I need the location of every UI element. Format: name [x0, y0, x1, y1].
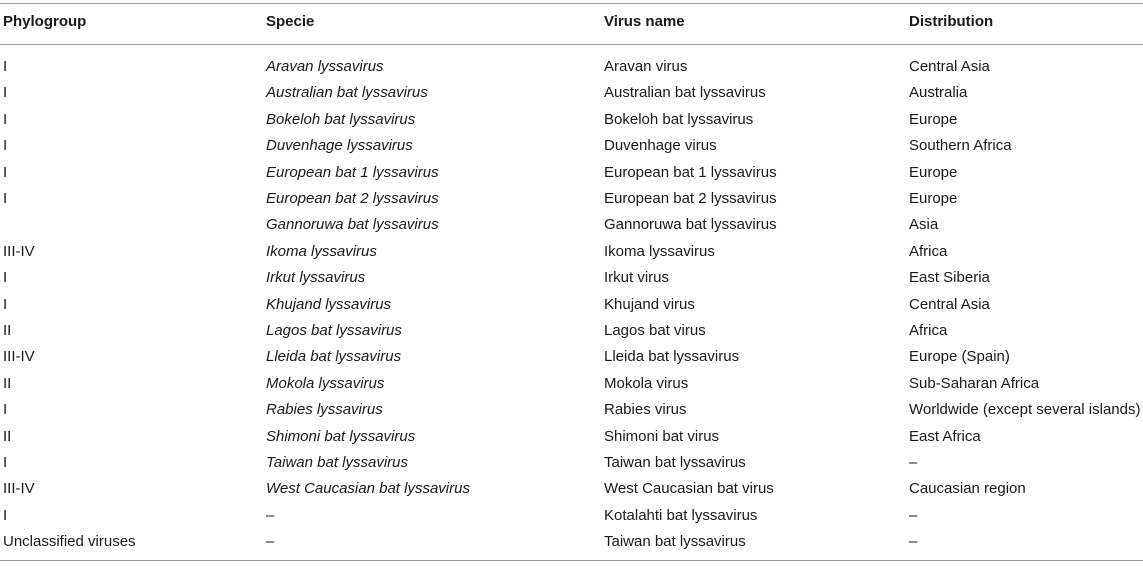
cell-specie: Shimoni bat lyssavirus [266, 427, 416, 445]
header-distribution: Distribution [909, 13, 994, 30]
table-row [0, 476, 1143, 502]
cell-distribution: Africa [909, 242, 948, 260]
cell-virus-name: Ikoma lyssavirus [604, 242, 715, 260]
cell-specie: Khujand lyssavirus [266, 295, 392, 313]
cell-specie: Lleida bat lyssavirus [266, 348, 402, 366]
cell-distribution: Africa [909, 322, 948, 339]
cell-specie: Aravan lyssavirus [266, 58, 384, 75]
cell-specie: Irkut lyssavirus [266, 269, 366, 287]
cell-distribution: Europe [909, 190, 958, 207]
cell-phylogroup: I [3, 269, 8, 287]
cell-virus-name: Khujand virus [604, 295, 695, 313]
cell-virus-name: European bat 2 lyssavirus [604, 190, 777, 207]
table-row [0, 107, 1143, 133]
table-row [0, 239, 1143, 265]
table-row [0, 529, 1143, 555]
cell-distribution: Asia [909, 216, 939, 234]
cell-distribution: Europe [909, 110, 958, 128]
cell-virus-name: Taiwan bat lyssavirus [604, 533, 746, 551]
table-header-row [0, 9, 1143, 35]
cell-specie: – [266, 533, 275, 551]
cell-virus-name: Mokola virus [604, 374, 689, 392]
cell-distribution: East Africa [909, 427, 981, 445]
cell-specie: Bokeloh bat lyssavirus [266, 110, 416, 128]
header-specie: Specie [266, 13, 315, 30]
cell-distribution: Central Asia [909, 295, 990, 313]
cell-phylogroup: III-IV [3, 348, 35, 366]
table-row [0, 450, 1143, 476]
cell-distribution: East Siberia [909, 269, 990, 287]
cell-distribution: Caucasian region [909, 480, 1026, 498]
cell-specie: Duvenhage lyssavirus [266, 137, 413, 155]
cell-virus-name: Australian bat lyssavirus [604, 84, 766, 102]
cell-virus-name: Aravan virus [604, 58, 688, 75]
cell-phylogroup: Unclassified viruses [3, 533, 136, 551]
cell-specie: Gannoruwa bat lyssavirus [266, 216, 439, 234]
table-row [0, 54, 1143, 80]
cell-phylogroup: I [3, 110, 8, 128]
cell-virus-name: Bokeloh bat lyssavirus [604, 110, 754, 128]
cell-phylogroup: I [3, 190, 8, 207]
cell-phylogroup: I [3, 506, 8, 524]
cell-specie: Australian bat lyssavirus [266, 84, 428, 102]
cell-phylogroup: II [3, 427, 12, 445]
cell-specie: European bat 1 lyssavirus [266, 163, 439, 181]
cell-phylogroup: I [3, 137, 8, 155]
cell-distribution: Europe [909, 163, 958, 181]
cell-phylogroup: III-IV [3, 242, 35, 260]
cell-phylogroup: III-IV [3, 480, 35, 498]
cell-virus-name: Rabies virus [604, 401, 687, 419]
table-top-rule [0, 3, 1143, 4]
cell-distribution: Europe (Spain) [909, 348, 1010, 366]
table-row [0, 424, 1143, 450]
cell-virus-name: Lagos bat virus [604, 322, 706, 339]
cell-virus-name: Kotalahti bat lyssavirus [604, 506, 758, 524]
cell-phylogroup: I [3, 58, 8, 75]
cell-virus-name: Shimoni bat virus [604, 427, 720, 445]
table-row [0, 503, 1143, 529]
cell-phylogroup: I [3, 84, 8, 102]
table-row [0, 133, 1143, 159]
cell-distribution: Australia [909, 84, 968, 102]
cell-specie: Rabies lyssavirus [266, 401, 383, 419]
cell-phylogroup: I [3, 163, 8, 181]
cell-specie: West Caucasian bat lyssavirus [266, 480, 470, 498]
cell-specie: Mokola lyssavirus [266, 374, 385, 392]
table-row [0, 292, 1143, 318]
cell-specie: Ikoma lyssavirus [266, 242, 377, 260]
cell-specie: European bat 2 lyssavirus [266, 190, 439, 207]
cell-phylogroup: I [3, 454, 8, 471]
header-phylogroup: Phylogroup [3, 13, 87, 30]
cell-specie: Lagos bat lyssavirus [266, 322, 402, 339]
cell-distribution: – [909, 454, 918, 471]
cell-distribution: Sub-Saharan Africa [909, 374, 1040, 392]
table-row [0, 397, 1143, 423]
cell-specie: – [266, 506, 275, 524]
cell-virus-name: Lleida bat lyssavirus [604, 348, 740, 366]
cell-virus-name: Taiwan bat lyssavirus [604, 454, 746, 471]
cell-distribution: – [909, 506, 918, 524]
cell-phylogroup: II [3, 322, 12, 339]
table-row [0, 265, 1143, 291]
header-virus-name: Virus name [604, 13, 685, 30]
cell-virus-name: Duvenhage virus [604, 137, 717, 155]
cell-phylogroup: I [3, 295, 8, 313]
table-row [0, 371, 1143, 397]
cell-phylogroup: I [3, 401, 8, 419]
table-row [0, 186, 1143, 212]
cell-virus-name: European bat 1 lyssavirus [604, 163, 777, 181]
cell-virus-name: Gannoruwa bat lyssavirus [604, 216, 777, 234]
cell-virus-name: West Caucasian bat virus [604, 480, 774, 498]
table-bottom-rule [0, 560, 1143, 561]
cell-distribution: Worldwide (except several islands) [909, 401, 1141, 419]
table-row [0, 80, 1143, 106]
cell-virus-name: Irkut virus [604, 269, 670, 287]
cell-distribution: Central Asia [909, 58, 990, 75]
cell-distribution: – [909, 533, 918, 551]
cell-phylogroup: II [3, 374, 12, 392]
table-row [0, 160, 1143, 186]
table-row [0, 212, 1143, 238]
table-row [0, 344, 1143, 370]
cell-distribution: Southern Africa [909, 137, 1012, 155]
table-row [0, 318, 1143, 344]
table-header-rule [0, 44, 1143, 45]
cell-specie: Taiwan bat lyssavirus [266, 454, 409, 471]
